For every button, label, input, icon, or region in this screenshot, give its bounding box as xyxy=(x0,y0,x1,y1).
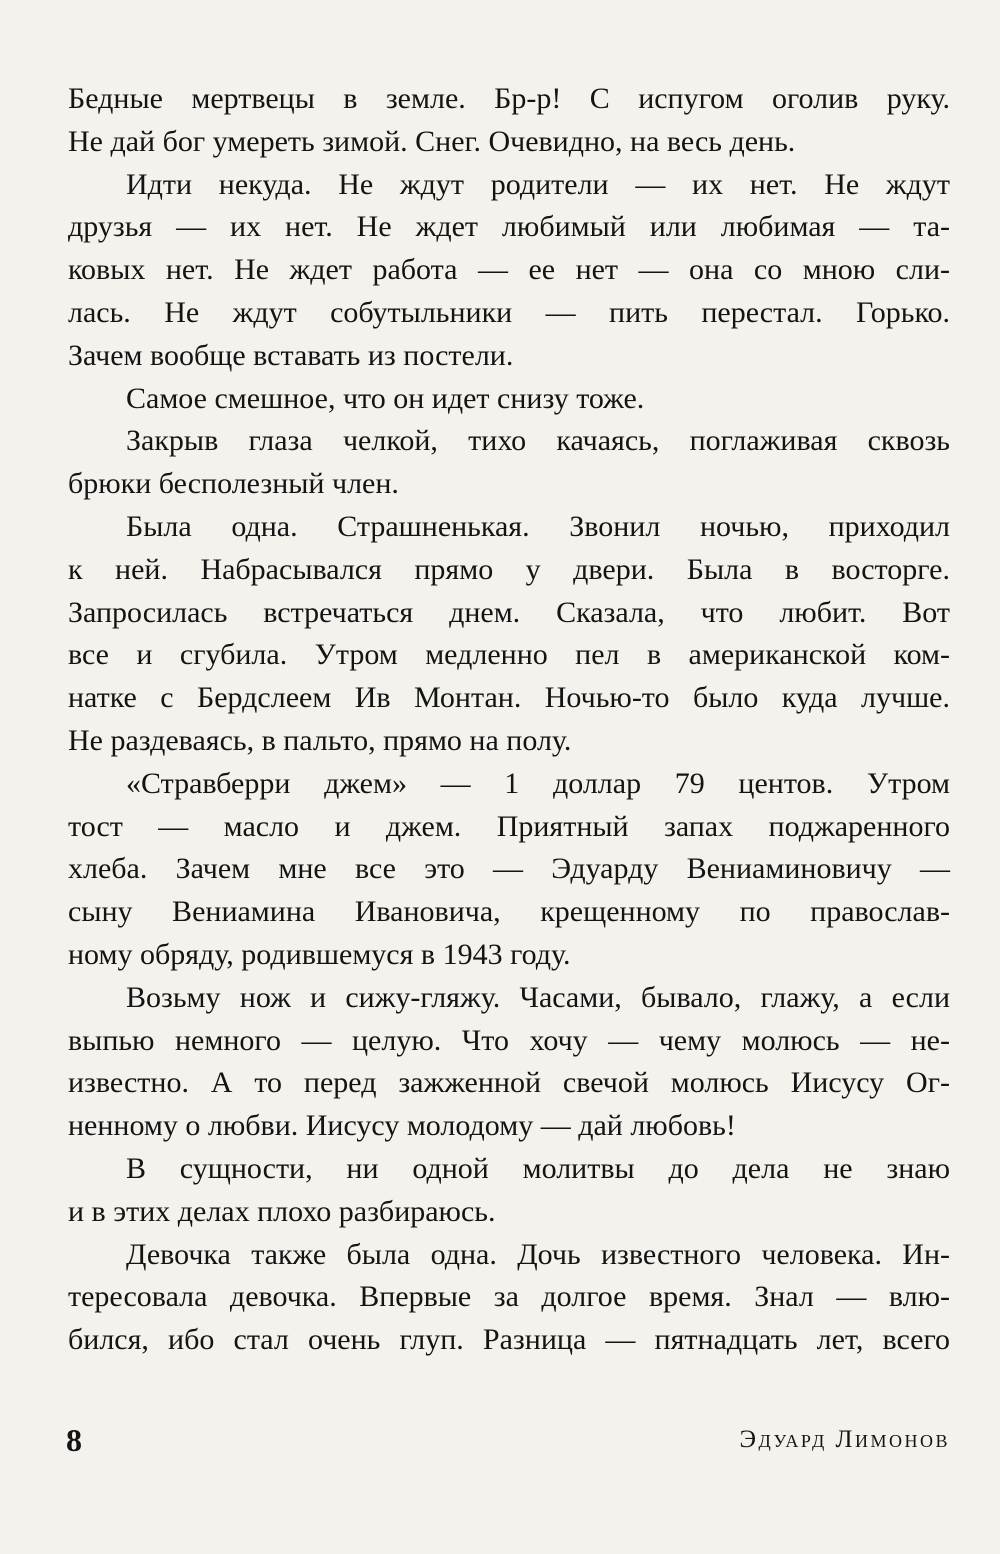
text-line: сыну Вениамина Ивановича, крещенному по православ- xyxy=(68,895,950,929)
text-line: Девочка также была одна. Дочь известного человека. Ин- xyxy=(126,1237,950,1271)
text-line: Возьму нож и сижу-гляжу. Часами, бывало, глажу, а если xyxy=(126,980,950,1014)
text-line: брюки бесполезный член. xyxy=(68,467,399,501)
text-line: известно. А то перед зажженной свечой молюсь Иисусу Ог- xyxy=(68,1066,950,1100)
text-line: Бедные мертвецы в земле. Бр-р! С испугом оголив руку. xyxy=(68,82,950,115)
paragraph xyxy=(68,763,950,977)
paragraph xyxy=(68,420,950,506)
text-line: к ней. Набрасывался прямо у двери. Была в восторге. xyxy=(68,552,950,586)
page-number: 8 xyxy=(66,1422,82,1458)
text-line: лась. Не ждут собутыльники — пить перестал. Горько. xyxy=(68,295,950,329)
paragraph xyxy=(68,977,950,1148)
text-line: Самое смешное, что он идет снизу тоже. xyxy=(126,381,645,415)
paragraph xyxy=(68,506,950,763)
text-line: бился, ибо стал очень глуп. Разница — пятнадцать лет, всего xyxy=(68,1323,950,1357)
text-line: тост — масло и джем. Приятный запах поджаренного xyxy=(68,809,950,843)
text-line: все и сгубила. Утром медленно пел в американской ком- xyxy=(68,638,950,672)
text-line: Закрыв глаза челкой, тихо качаясь, поглаживая сквозь xyxy=(126,424,950,458)
text-line: и в этих делах плохо разбираюсь. xyxy=(68,1194,496,1228)
text-line: Была одна. Страшненькая. Звонил ночью, приходил xyxy=(126,509,950,543)
text-line: ному обряду, родившемуся в 1943 году. xyxy=(68,937,571,971)
text-line: натке с Бердслеем Ив Монтан. Ночью-то было куда лучше. xyxy=(68,681,950,715)
text-line: Зачем вообще вставать из постели. xyxy=(68,338,514,372)
text-line: Не раздеваясь, в пальто, прямо на полу. xyxy=(68,723,572,757)
paragraph xyxy=(68,78,950,164)
paragraph xyxy=(68,378,950,421)
text-line: друзья — их нет. Не ждет любимый или любимая — та- xyxy=(68,210,950,244)
text-line: тересовала девочка. Впервые за долгое время. Знал — влю- xyxy=(68,1280,950,1314)
text-line: выпью немного — целую. Что хочу — чему молюсь — не- xyxy=(68,1023,950,1057)
text-line: Не дай бог умереть зимой. Снег. Очевидно, на весь день. xyxy=(68,124,796,158)
paragraph xyxy=(68,1148,950,1234)
text-line: Запросилась встречаться днем. Сказала, что любит. Вот xyxy=(68,595,950,629)
text-line: ковых нет. Не ждет работа — ее нет — она со мною сли- xyxy=(68,253,950,287)
text-line: В сущности, ни одной молитвы до дела не знаю xyxy=(126,1151,950,1185)
running-footer-author: Эдуард Лимонов xyxy=(739,1426,950,1453)
text-line: хлеба. Зачем мне все это — Эдуарду Вениаминовичу — xyxy=(68,852,950,886)
paragraph xyxy=(68,1234,950,1362)
paragraph xyxy=(68,164,950,378)
text-line: ненному о любви. Иисусу молодому — дай любовь! xyxy=(68,1109,736,1143)
text-line: Идти некуда. Не ждут родители — их нет. Не ждут xyxy=(126,167,950,201)
body-text xyxy=(68,78,950,1362)
text-line: «Стравберри джем» — 1 доллар 79 центов. Утром xyxy=(126,766,950,800)
